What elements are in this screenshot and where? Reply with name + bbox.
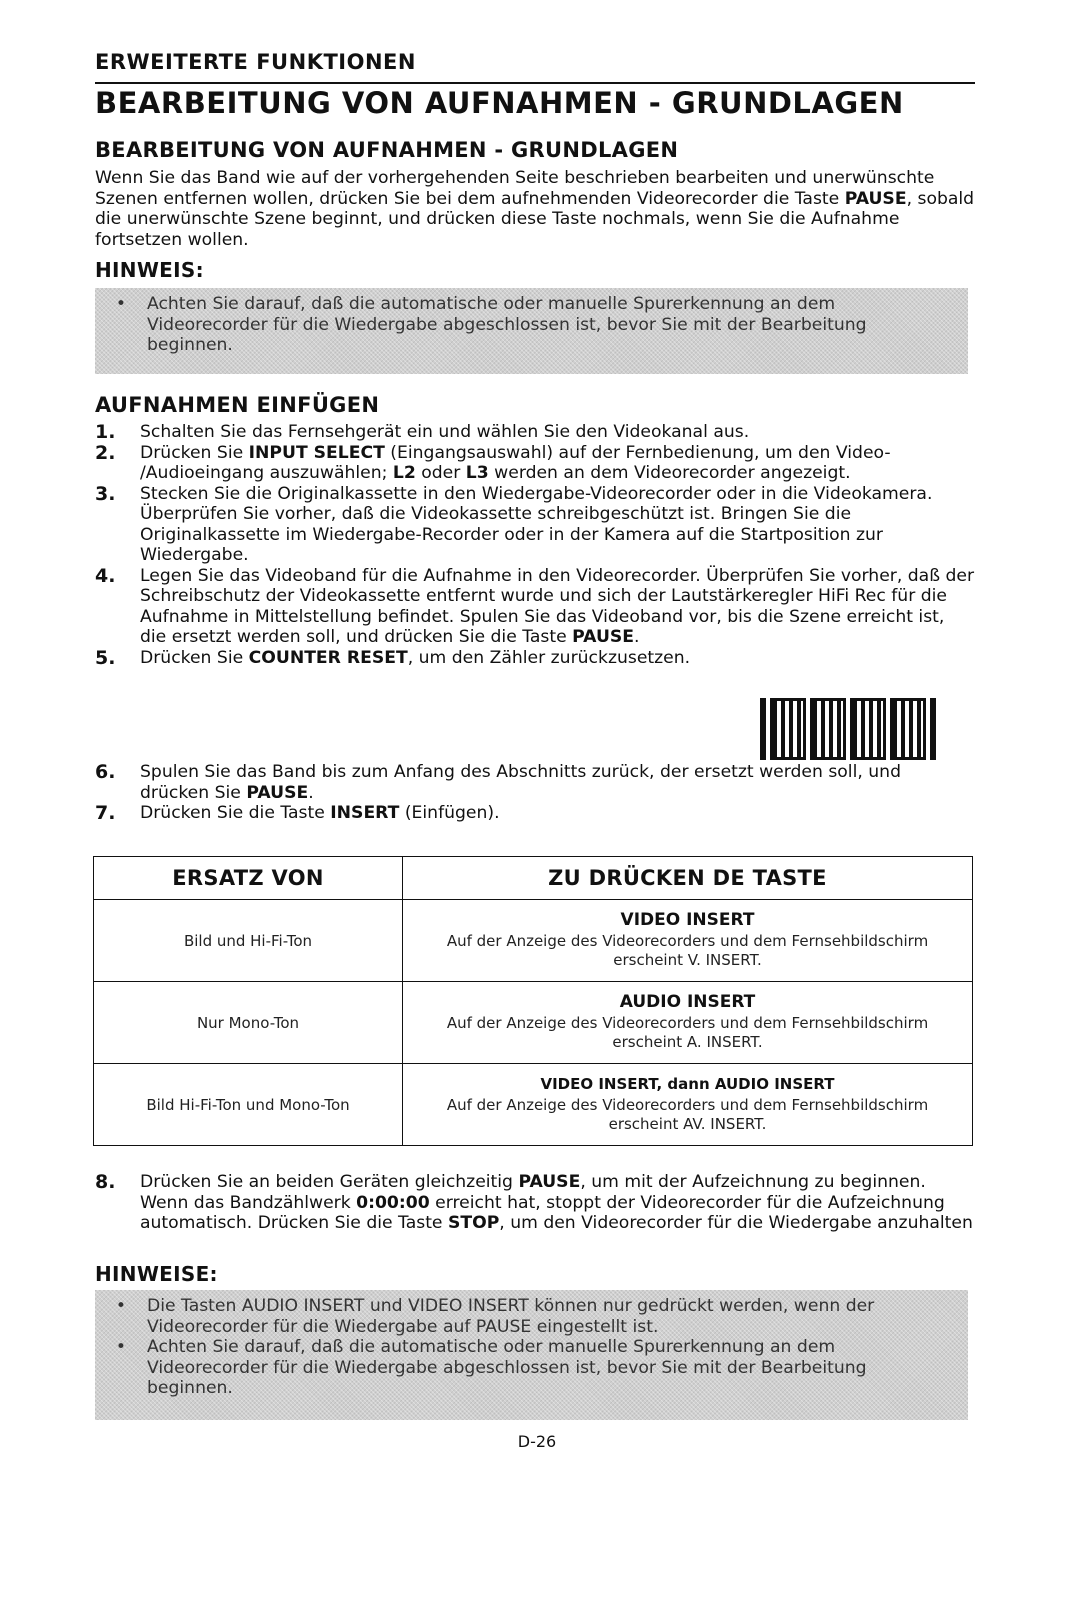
steps-list-b bbox=[95, 762, 975, 824]
step-text: Legen Sie das Videoband für die Aufnahme in den Videorecorder. Überprüfen Sie vorher, daß der Schreibschutz der Videokassette entfernt wurde und sich der Lautstärkeregler HiFi Rec für die Aufnahme in Mittelstellung befindet. Spulen Sie das Videoband vor, bis die Szene erreicht ist, die ersetzt werden soll, und drücken Sie die Taste PAUSE. bbox=[140, 565, 975, 647]
note-item bbox=[95, 1337, 954, 1399]
step-text: Drücken Sie INPUT SELECT (Eingangsauswahl) auf der Fernbedienung, um den Video- /Audioeingang auszuwählen; L2 oder L3 werden an dem Videorecorder angezeigt. bbox=[140, 442, 891, 483]
steps-list-c bbox=[95, 1172, 975, 1234]
step-number: 6. bbox=[95, 761, 116, 783]
note-text: Achten Sie darauf, daß die automatische oder manuelle Spurerkennung an dem Videorecorder für die Wiedergabe abgeschlossen ist, bevor Sie mit der Bearbeitung beginnen. bbox=[147, 294, 867, 355]
notes-heading: HINWEISE: bbox=[95, 1262, 218, 1286]
step-2 bbox=[95, 443, 975, 484]
counter-digit bbox=[770, 698, 806, 760]
step-6 bbox=[95, 762, 975, 803]
intro-paragraph bbox=[95, 168, 975, 250]
steps-list-a bbox=[95, 422, 975, 668]
step-text: Drücken Sie die Taste INSERT (Einfügen). bbox=[140, 803, 500, 823]
header-rule bbox=[95, 82, 975, 84]
table-row bbox=[94, 982, 973, 1064]
intro-key: PAUSE bbox=[844, 188, 907, 209]
bullet-icon: • bbox=[115, 1337, 127, 1357]
page-number: D-26 bbox=[517, 1432, 557, 1451]
note-text: Die Tasten AUDIO INSERT und VIDEO INSERT können nur gedrückt werden, wenn der Videorecorder für die Wiedergabe auf PAUSE eingestellt ist. bbox=[147, 1296, 875, 1337]
counter-digit bbox=[890, 698, 926, 760]
counter-bar bbox=[930, 698, 936, 760]
step-number: 5. bbox=[95, 646, 116, 669]
table-header-key: ZU DRÜCKEN DE TASTE bbox=[403, 857, 973, 900]
note-heading: HINWEIS: bbox=[95, 258, 204, 282]
table-cell-key: VIDEO INSERT Auf der Anzeige des Videorecorders und dem Fernsehbildschirm erscheint V. INSERT. bbox=[403, 900, 973, 982]
table-row bbox=[94, 1064, 973, 1146]
step-text: Drücken Sie COUNTER RESET, um den Zähler zurückzusetzen. bbox=[140, 647, 691, 668]
counter-digit bbox=[850, 698, 886, 760]
step-number: 7. bbox=[95, 802, 116, 824]
table-cell-replace: Bild und Hi-Fi-Ton bbox=[94, 900, 403, 982]
step-number: 4. bbox=[95, 564, 116, 587]
notes-box bbox=[95, 1290, 968, 1420]
step-5 bbox=[95, 648, 975, 669]
table-cell-replace: Bild Hi-Fi-Ton und Mono-Ton bbox=[94, 1064, 403, 1146]
counter-bar bbox=[760, 698, 766, 760]
section-subtitle: BEARBEITUNG VON AUFNAHMEN - GRUNDLAGEN bbox=[95, 138, 679, 162]
step-number: 2. bbox=[95, 441, 116, 464]
step-text: Drücken Sie an beiden Geräten gleichzeitig PAUSE, um mit der Aufzeichnung zu beginnen. Wenn das Bandzählwerk 0:00:00 erreicht hat, stoppt der Videorecorder für die Aufzeichnung automatisch. Drücken Sie die Taste STOP, um den Videorecorder für die Wiedergabe anzuhalten bbox=[140, 1172, 973, 1233]
step-text: Spulen Sie das Band bis zum Anfang des Abschnitts zurück, der ersetzt werden soll, und drücken Sie PAUSE. bbox=[140, 762, 901, 803]
intro-text-1: Wenn Sie das Band wie auf der vorhergehenden Seite beschrieben bearbeiten und unerwünschte Szenen entfernen wollen, drücken Sie bei dem aufnehmenden Videorecorder die Taste bbox=[95, 168, 935, 209]
step-number: 3. bbox=[95, 482, 116, 505]
section-heading: ERWEITERTE FUNKTIONEN bbox=[95, 50, 416, 74]
page-title: BEARBEITUNG VON AUFNAHMEN - GRUNDLAGEN bbox=[95, 86, 904, 120]
counter-digit bbox=[810, 698, 846, 760]
table-cell-key: VIDEO INSERT, dann AUDIO INSERT Auf der Anzeige des Videorecorders und dem Fernsehbildschirm erscheint AV. INSERT. bbox=[403, 1064, 973, 1146]
step-7 bbox=[95, 803, 975, 824]
step-4 bbox=[95, 566, 975, 648]
insert-heading: AUFNAHMEN EINFÜGEN bbox=[95, 393, 380, 417]
table-row bbox=[94, 900, 973, 982]
note-item bbox=[95, 294, 954, 356]
table-cell-replace: Nur Mono-Ton bbox=[94, 982, 403, 1064]
note-item bbox=[95, 1296, 954, 1337]
step-text: Schalten Sie das Fernsehgerät ein und wählen Sie den Videokanal aus. bbox=[140, 422, 750, 442]
step-number: 8. bbox=[95, 1171, 116, 1193]
table-header-replace: ERSATZ VON bbox=[94, 857, 403, 900]
step-3 bbox=[95, 484, 975, 566]
step-8 bbox=[95, 1172, 975, 1234]
step-1 bbox=[95, 422, 975, 443]
table-cell-key: AUDIO INSERT Auf der Anzeige des Videorecorders und dem Fernsehbildschirm erscheint A. INSERT. bbox=[403, 982, 973, 1064]
step-number: 1. bbox=[95, 421, 116, 443]
step-text: Stecken Sie die Originalkassette in den Wiedergabe-Videorecorder oder in die Videokamera. Überprüfen Sie vorher, daß die Videokassette schreibgeschützt ist. Bringen Sie die Originalkassette im Wiedergabe-Recorder oder in der Kamera auf die Startposition zur Wiedergabe. bbox=[140, 483, 933, 565]
note-text: Achten Sie darauf, daß die automatische oder manuelle Spurerkennung an dem Videorecorder für die Wiedergabe abgeschlossen ist, bevor Sie mit der Bearbeitung beginnen. bbox=[147, 1337, 867, 1398]
bullet-icon: • bbox=[115, 294, 127, 314]
intro-text-2: , sobald die unerwünschte Szene beginnt, und drücken diese Taste nochmals, wenn Sie die Aufnahme fortsetzen wollen. bbox=[95, 188, 975, 250]
insert-mode-table bbox=[93, 856, 973, 1146]
bullet-icon: • bbox=[115, 1296, 127, 1316]
counter-display-icon bbox=[760, 698, 936, 760]
note-box bbox=[95, 288, 968, 374]
